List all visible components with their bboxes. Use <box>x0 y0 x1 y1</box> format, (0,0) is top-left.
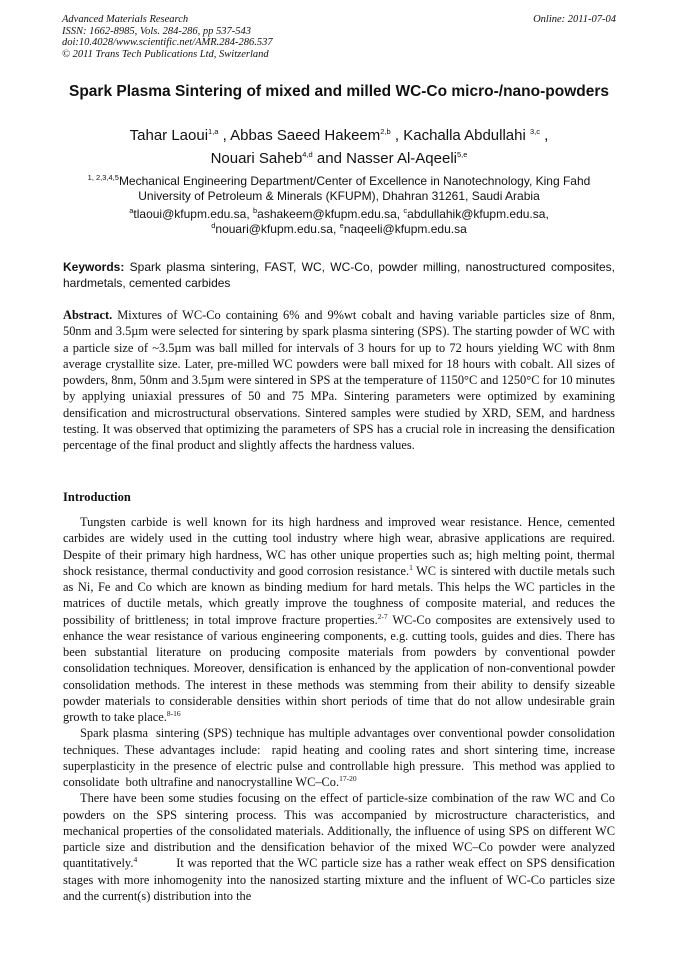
abstract-label: Abstract. <box>63 308 113 322</box>
paragraph-text: Spark plasma sintering (SPS) technique has multiple advantages over conventional powder consolidation techniques. These advantages include: rapid heating and cooling rates and short sintering time, increase superplasticity in the presence of electric pulse and controllable high pressure. This method was applied to consolidate both ultrafine and nanocrystalline WC–Co. <box>63 726 619 789</box>
author-affiliation-mark: 1,a <box>208 127 219 136</box>
abstract-text: Mixtures of WC-Co containing 6% and 9%wt cobalt and having variable particles size of 8nm, 50nm and 3.5µm were selected for sintering by spark plasma sintering (SPS). The starting powder of WC with a particle size of ~3.5µm was ball milled for intervals of 3 hours for up to 72 hours yielding WC with 8nm average crystallite size. Later, pre-milled WC powders were ball mixed for 18 hours with cobalt. All sizes of powders, 8nm, 50nm and 3.5µm were sintered in SPS at the temperature of 1150°C and 1250°C for 10 minutes by applying uniaxial pressures of 50 and 75 MPa. Sintering parameters were optimized by examining densification and microstructural observations. Sintered samples were studied by XRD, SEM, and hardness testing. It was observed that optimizing the parameters of SPS has a crucial role in increasing the densification percentage of the final product and slightly affects the hardness values. <box>63 308 615 452</box>
email-link[interactable]: ashakeem@kfupm.edu.sa <box>257 207 397 221</box>
author-affiliation-mark: 4,d <box>302 150 313 159</box>
journal-doi: doi:10.4028/www.scientific.net/AMR.284-286.537 <box>62 37 273 49</box>
author-affiliation-mark: 2,b <box>380 127 391 136</box>
section-heading-introduction: Introduction <box>63 490 131 504</box>
journal-copyright: © 2011 Trans Tech Publications Ltd, Switzerland <box>62 48 269 60</box>
author-list <box>62 124 616 170</box>
journal-header <box>62 14 616 60</box>
affiliation-line-1: Mechanical Engineering Department/Center of Excellence in Nanotechnology, King Fahd <box>118 174 591 188</box>
email-mark: a <box>129 206 134 215</box>
affiliation <box>62 174 616 204</box>
affiliation-line-2: University of Petroleum & Minerals (KFUPM), Dhahran 31261, Saudi Arabia <box>138 189 540 203</box>
body-paragraph <box>63 725 619 790</box>
citation-reference: 4 <box>133 855 138 865</box>
author-separator: , <box>540 127 549 144</box>
author-name: Nouari Saheb <box>210 150 303 167</box>
email-link[interactable]: tlaoui@kfupm.edu.sa <box>133 207 247 221</box>
email-mark: b <box>252 206 258 215</box>
keywords-text: Spark plasma sintering, FAST, WC, WC-Co, powder milling, nanostructured composites, hardmetals, cemented carbides <box>63 260 615 290</box>
email-link[interactable]: nouari@kfupm.edu.sa <box>215 222 333 236</box>
author-separator: , <box>390 127 404 144</box>
paragraph-text: Tungsten carbide is well known for its high hardness and improved wear resistance. Hence, cemented carbides are widely used in the cutting tool industry where high wear, abrasive applications are required. Despite of their primary high hardness, WC has other unique properties such as; high melting point, thermal shock resistance, thermal conductivity and good corrosion resistance. <box>63 515 619 578</box>
email-list: $^a$tlaoui@kfupm.edu.sa, $^b$ashakeem@kfupm.edu.sa, $^c$abdullahik@kfupm.edu.sa, $^d$nouari@kfupm.edu.sa, $^e$naqeeli@kfupm.edu.sa <box>129 206 549 236</box>
citation-reference: 17-20 <box>339 773 357 783</box>
author-name: Kachalla Abdullahi <box>403 127 530 144</box>
journal-name: Advanced Materials Research <box>62 14 189 25</box>
affiliation-mark: 1, 2,3,4,5 <box>87 173 119 182</box>
author-name: Tahar Laoui <box>129 127 209 144</box>
paragraph-text: WC-Co composites are extensively used to enhance the wear resistance of various engineering components, e.g. cutting tools, guides and dies. There has been substantial literature on producing composite materials from powders by conventional powder consolidation techniques. Moreover, densification is enhanced by the application of non-conventional powder consolidation methods. The interest in these methods was stemming from their ability to densify sizeable powder materials to considerable densities within short periods of time that do not allow undesirable grain growth to take place. <box>63 612 619 724</box>
body-paragraph <box>63 514 619 725</box>
email-link[interactable]: abdullahik@kfupm.edu.sa <box>407 207 546 221</box>
author-affiliation-mark: 3,c <box>530 127 541 136</box>
keywords-label: Keywords: <box>63 260 125 274</box>
introduction-body <box>63 514 619 904</box>
author-separator: and <box>312 150 347 167</box>
citation-reference: 1 <box>409 562 413 572</box>
email-mark: e <box>339 221 344 230</box>
email-mark: c <box>403 206 408 215</box>
paragraph-text: It was reported that the WC particle size has a rather weak effect on SPS densification stages with more inhomogenity into the nanosized starting mixture and the influent of WC-Co particles size and the current(s) distribution into the <box>63 856 619 903</box>
email-link[interactable]: naqeeli@kfupm.edu.sa <box>343 222 467 236</box>
paragraph-text: WC is sintered with ductile metals such as Ni, Fe and Co which are known as binding medium for hard metals. This helps the WC particles in the matrices of ductile metals, which greatly improve the toughness of composite material, and reduces the possibility of brittleness; in total improve fracture properties. <box>63 563 619 627</box>
citation-reference: 2-7 <box>377 611 388 621</box>
author-name: Abbas Saeed Hakeem <box>230 127 381 144</box>
body-paragraph <box>63 790 619 904</box>
citation-reference: 8-16 <box>166 708 181 718</box>
paragraph-text: There have been some studies focusing on the effect of particle-size combination of the raw WC and Co powders on the SPS sintering process. This was accompanied by microstructure characteristics, and mechanical properties of the consolidated materials. Additionally, the influence of using SPS on different WC particle size and distribution and the densification behavior of the mixed WC–Co powder were analyzed quantitatively. <box>63 791 619 871</box>
paper-title: Spark Plasma Sintering of mixed and milled WC-Co micro-/nano-powders <box>68 83 609 100</box>
author-name: Nasser Al-Aqeeli <box>346 150 457 167</box>
abstract <box>63 307 615 453</box>
online-date: Online: 2011-07-04 <box>533 14 616 25</box>
author-affiliation-mark: 5,e <box>457 150 468 159</box>
author-separator: , <box>218 127 231 144</box>
journal-issn: ISSN: 1662-8985, Vols. 284-286, pp 537-543 <box>62 25 251 37</box>
email-mark: d <box>211 221 216 230</box>
keywords <box>63 259 615 291</box>
